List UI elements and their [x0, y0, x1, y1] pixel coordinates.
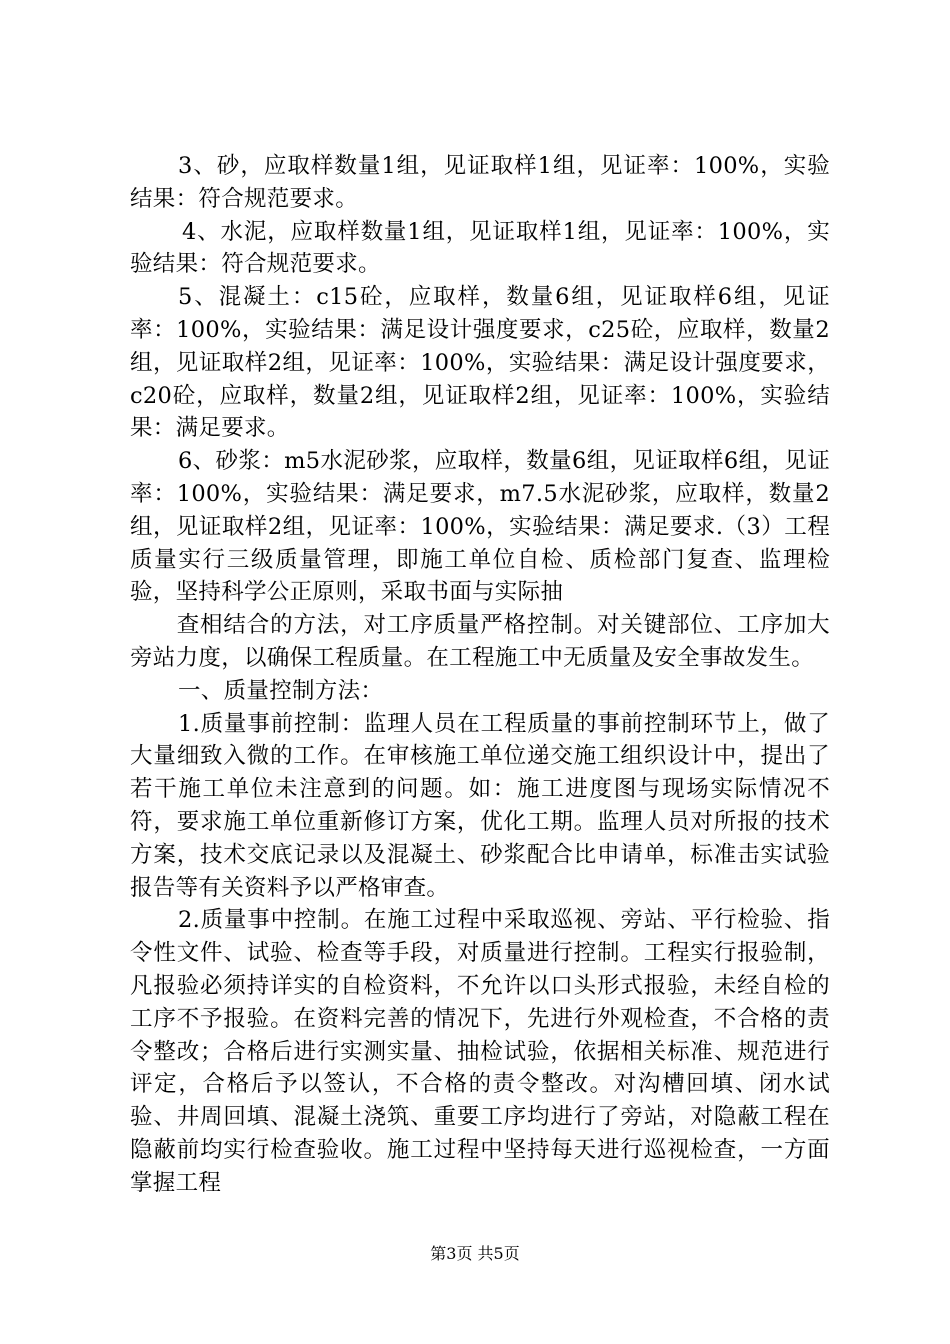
page-number-footer: 第3页 共5页	[430, 1244, 520, 1263]
paragraph-quality-control-continued: 查相结合的方法，对工序质量严格控制。对关键部位、工序加大旁站力度，以确保工程质量。在工程施工中无质量及安全事故发生。	[130, 612, 830, 671]
paragraph-sand-sampling: 3、砂，应取样数量1组，见证取样1组，见证率：100%，实验结果：符合规范要求。	[130, 153, 830, 212]
paragraph-pre-control: 1.质量事前控制：监理人员在工程质量的事前控制环节上，做了大量细致入微的工作。在审核施工单位递交施工组织设计中，提出了若干施工单位未注意到的问题。如：施工进度图与现场实际情况不符，要求施工单位重新修订方案，优化工期。监理人员对所报的技术方案，技术交底记录以及混凝土、砂浆配合比申请单，标准击实试验报告等有关资料予以严格审查。	[130, 710, 830, 901]
document-body	[130, 150, 830, 1200]
paragraph-mortar-sampling: 6、砂浆：m5水泥砂浆，应取样，数量6组，见证取样6组，见证率：100%，实验结果：满足要求，m7.5水泥砂浆，应取样，数量2组，见证取样2组，见证率：100%，实验结果：满足要求.（3）工程质量实行三级质量管理，即施工单位自检、质检部门复查、监理检验，坚持科学公正原则，采取书面与实际抽	[130, 448, 830, 606]
paragraph-cement-sampling: 4、水泥，应取样数量1组，见证取样1组，见证率：100%，实验结果：符合规范要求。	[130, 218, 830, 278]
paragraph-in-process-control: 2.质量事中控制。在施工过程中采取巡视、旁站、平行检验、指令性文件、试验、检查等手段，对质量进行控制。工程实行报验制，凡报验必须持详实的自检资料，不允许以口头形式报验，未经自检的工序不予报验。在资料完善的情况下，先进行外观检查，不合格的责令整改；合格后进行实测实量、抽检试验，依据相关标准、规范进行评定，合格后予以签认，不合格的责令整改。对沟槽回填、闭水试验、井周回填、混凝土浇筑、重要工序均进行了旁站，对隐蔽工程在隐蔽前均实行检查验收。施工过程中坚持每天进行巡视检查，一方面掌握工程	[130, 907, 830, 1196]
section-heading-quality-control-methods: 一、质量控制方法：	[178, 677, 384, 704]
paragraph-concrete-sampling: 5、混凝土：c15砼，应取样，数量6组，见证取样6组，见证率：100%，实验结果：满足设计强度要求，c25砼，应取样，数量2组，见证取样2组，见证率：100%，实验结果：满足设计强度要求，c20砼，应取样，数量2组，见证取样2组，见证率：100%，实验结果：满足要求。	[130, 284, 830, 442]
